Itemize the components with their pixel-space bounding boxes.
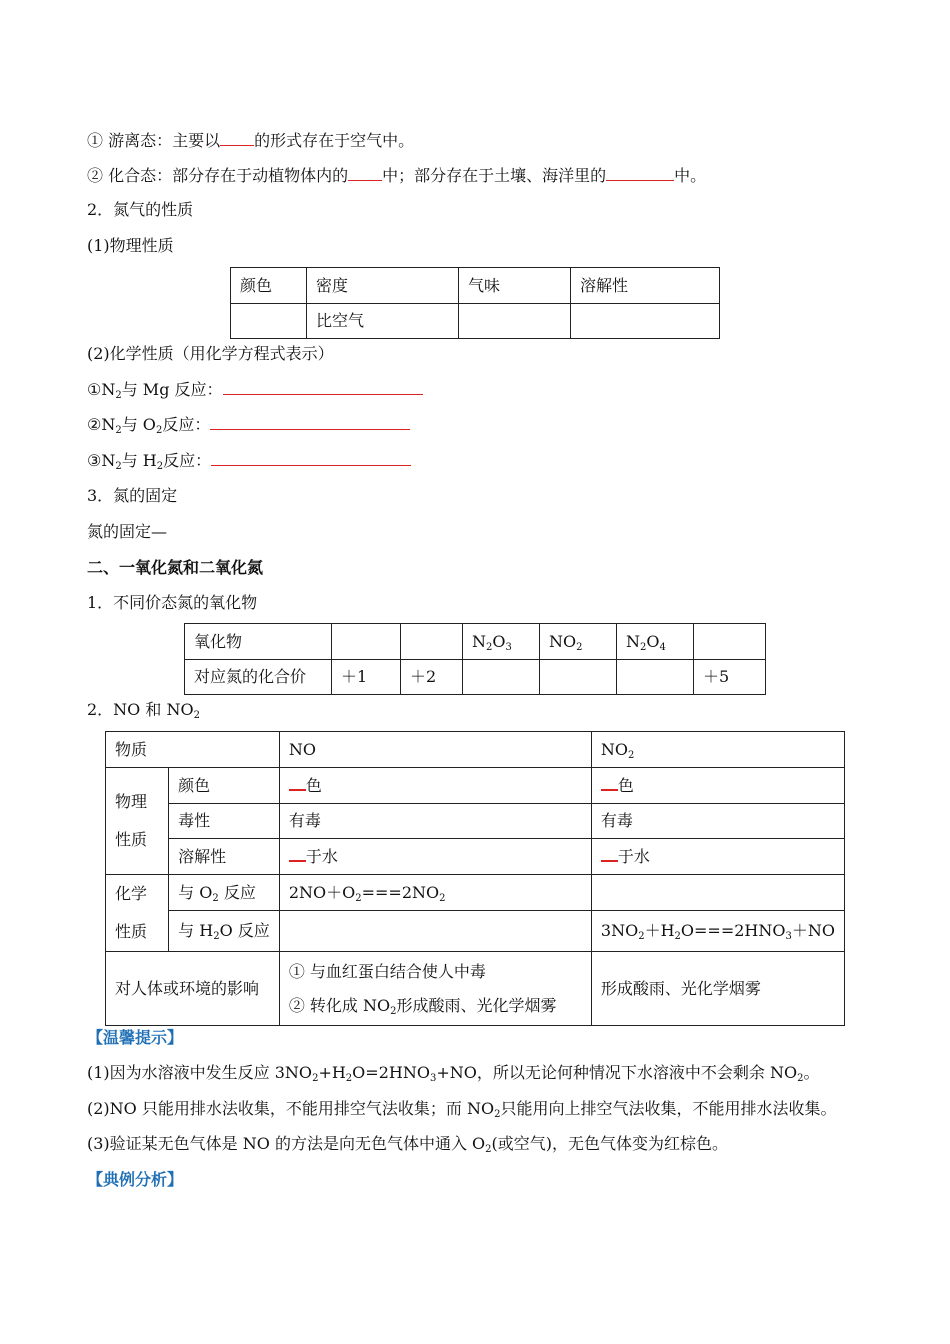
tip-3: (3)验证某无色气体是 NO 的方法是向无色气体中通入 $O_2$(或空气)，无色气体变为红棕色。 [87,1134,729,1155]
cell-odor[interactable] [459,304,571,339]
col-no: NO [279,732,591,768]
oxides-heading: 1．不同价态氮的氧化物 [87,593,258,612]
reaction-o2-line: $②N_2$与 $O_2$反应： [87,415,410,435]
example-title: 【典例分析】 [87,1170,184,1189]
row-solubility-label: 溶解性 [169,839,280,875]
blank-free-state[interactable] [220,131,254,146]
row-impact-label: 对人体或环境的影响 [106,952,280,1026]
no2-color: 色 [591,768,844,804]
reaction-mg-line: $①N_2$与 Mg 反应： [87,380,423,400]
oxides-table [184,623,766,695]
header-density: 密度 [307,268,459,304]
no-solubility: 于水 [279,839,591,875]
blank-h2-equation[interactable] [211,451,411,466]
physical-properties-heading: (1)物理性质 [87,236,174,255]
no-impact: ① 与血红蛋白结合使人中毒 ② 转化成 $NO_2$形成酸雨、光化学烟雾 [279,952,591,1026]
oxide-n2o4: $N_2O_4$ [617,624,694,660]
valence-plus2: ＋2 [401,660,463,695]
header-solubility: 溶解性 [571,268,720,304]
blank-soil-ocean[interactable] [606,166,674,181]
blank-no-solubility[interactable] [289,848,306,862]
oxide-no2: $NO_2$ [540,624,617,660]
oxide-cell-6[interactable] [694,624,766,660]
blank-mg-equation[interactable] [223,380,423,395]
no2-impact: 形成酸雨、光化学烟雾 [591,952,844,1026]
chemical-properties-heading: (2)化学性质（用化学方程式表示） [87,344,334,363]
blank-o2-equation[interactable] [210,415,410,430]
oxide-n2o3: $N_2O_3$ [463,624,540,660]
nitrogen-fixation-text: 氮的固定— [87,522,168,541]
nitrogen-properties-heading: 2．氮气的性质 [87,200,194,219]
valence-plus1: ＋1 [332,660,401,695]
col-substance: 物质 [106,732,280,768]
no-h2o-cell[interactable] [279,911,591,952]
valence-cell-3[interactable] [463,660,540,695]
tips-title: 【温馨提示】 [87,1028,184,1047]
blank-no2-solubility[interactable] [601,848,618,862]
valence-label: 对应氮的化合价 [185,660,332,695]
no-color: 色 [279,768,591,804]
oxide-cell-2[interactable] [401,624,463,660]
physical-properties-table [230,267,720,339]
row-color-label: 颜色 [169,768,280,804]
blank-no2-color[interactable] [601,777,618,791]
blank-organisms[interactable] [348,166,382,181]
col-no2: $NO_2$ [591,732,844,768]
header-color: 颜色 [231,268,307,304]
tip-2: (2)NO 只能用排水法收集，不能用排空气法收集；而 $NO_2$只能用向上排空气法收集，不能用排水法收集。 [87,1099,837,1120]
row-h2o-label: 与 $H_2O$ 反应 [169,911,280,952]
header-odor: 气味 [459,268,571,304]
physical-group-label: 物理 性质 [106,768,169,875]
chemical-group-label: 化学 性质 [106,875,169,952]
no2-o2-cell[interactable] [591,875,844,911]
no2-solubility: 于水 [591,839,844,875]
free-state-line: ① 游离态：主要以 的形式存在于空气中。 [87,131,415,150]
cell-density[interactable]: 比空气 [307,304,459,339]
nitrogen-fixation-heading: 3．氮的固定 [87,486,178,505]
cell-color[interactable] [231,304,307,339]
valence-cell-5[interactable] [617,660,694,695]
no-o2-equation: $2NO+O_2===2NO_2$ [279,875,591,911]
oxide-cell-1[interactable] [332,624,401,660]
no2-toxicity: 有毒 [591,804,844,839]
no2-h2o-equation: $3NO_2+H_2O===2HNO_3+NO$ [591,911,844,952]
no-toxicity: 有毒 [279,804,591,839]
no-no2-comparison-table [105,731,845,1026]
reaction-h2-line: $③N_2$与 $H_2$反应： [87,451,411,471]
part-two-title: 二、一氧化氮和二氧化氮 [87,558,264,577]
valence-cell-4[interactable] [540,660,617,695]
tip-1: (1)因为水溶液中发生反应 $3NO_2+H_2O=2HNO_3+NO$，所以无论何种情况下水溶液中不会剩余 $NO_2$。 [87,1063,820,1084]
cell-solubility[interactable] [571,304,720,339]
valence-plus5: ＋5 [694,660,766,695]
no-no2-heading: 2．NO 和 $NO_2$ [87,700,200,721]
row-o2-label: 与 $O_2$ 反应 [169,875,280,911]
blank-no-color[interactable] [289,777,306,791]
combined-state-line: ② 化合态：部分存在于动植物体内的 中；部分存在于土壤、海洋里的 中。 [87,166,707,185]
oxide-label: 氧化物 [185,624,332,660]
row-toxicity-label: 毒性 [169,804,280,839]
